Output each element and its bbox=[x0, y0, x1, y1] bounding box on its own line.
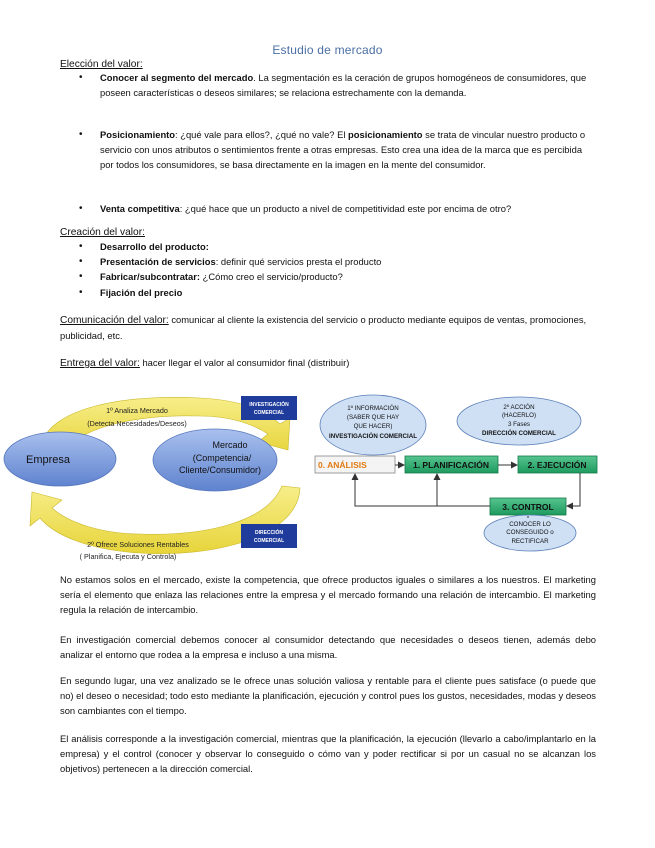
item-bold: Posicionamiento bbox=[100, 129, 176, 140]
eleccion-heading: Elección del valor: bbox=[60, 59, 143, 70]
eleccion-list-3 bbox=[100, 201, 590, 216]
arrow-ejecucion-control bbox=[567, 473, 580, 506]
list-item bbox=[100, 239, 590, 254]
item-text: : definir qué servicios presta el producto bbox=[215, 256, 382, 268]
mercado-label-3: Cliente/Consumidor) bbox=[178, 465, 262, 475]
info-1: 1º INFORMACIÓN bbox=[347, 405, 399, 412]
planificacion-label: 1. PLANIFICACIÓN bbox=[412, 460, 490, 470]
accion-1: 2º ACCIÓN bbox=[503, 404, 535, 411]
paragraph-1: No estamos solos en el mercado, existe la competencia, que ofrece productos iguales o similares a los nuestros. El marketing sería el elemento que enlaza las relaciones entre la empresa y el mercado formando una relación de intercambio. El marketing regula la relación de intercambio. bbox=[60, 574, 596, 616]
accion-4: DIRECCIÓN COMERCIAL bbox=[482, 430, 556, 437]
creacion-list bbox=[100, 239, 590, 300]
item-bold: Venta competitiva bbox=[100, 203, 180, 214]
eleccion-list-2 bbox=[100, 127, 590, 173]
list-item bbox=[100, 201, 590, 216]
item-bold: Presentación de servicios bbox=[100, 256, 216, 268]
page-title: Estudio de mercado bbox=[272, 43, 383, 57]
top-arrow-label: 1º Analiza Mercado bbox=[106, 406, 168, 415]
control-label: 3. CONTROL bbox=[502, 502, 554, 512]
direccion-box bbox=[241, 524, 297, 548]
info-2: (SABER QUE HAY bbox=[346, 414, 400, 421]
direccion-box-2: COMERCIAL bbox=[253, 538, 285, 544]
ejecucion-label: 2. EJECUCIÓN bbox=[527, 460, 587, 470]
conocer-2: CONSEGUIDO o bbox=[506, 529, 554, 536]
arrow-control-back bbox=[355, 474, 490, 506]
item-text: : ¿qué hace que un producto a nivel de competitividad este por encima de otro? bbox=[179, 203, 512, 214]
conocer-3: RECTIFICAR bbox=[511, 538, 549, 545]
investigacion-box-2: COMERCIAL bbox=[253, 410, 285, 416]
accion-2: (HACERLO) bbox=[501, 412, 537, 419]
paragraph-3: En segundo lugar, una vez analizado se le ofrece unas solución valiosa y rentable para el cliente pues satisface (o puede que no) el deseo o necesidad; todo esto mediante la planificación, ejecución y control pues los gustos, necesidades, modas y deseos son cambiantes con el tiempo. bbox=[60, 675, 596, 717]
mercado-label-2: (Competencia/ bbox=[192, 453, 252, 463]
item-bold: Fabricar/subcontratar: bbox=[100, 271, 201, 283]
item-text: : ¿qué vale para ellos?, ¿qué no vale? El bbox=[175, 129, 349, 140]
item-bold: Desarrollo del producto: bbox=[100, 241, 209, 252]
info-4: INVESTIGACIÓN COMERCIAL bbox=[328, 433, 418, 440]
entrega-paragraph bbox=[60, 355, 596, 371]
comunicacion-heading: Comunicación del valor: bbox=[60, 315, 169, 326]
bottom-arrow-label: 2º Ofrece Soluciones Rentables bbox=[87, 540, 189, 549]
analisis-label: 0. ANÁLISIS bbox=[318, 460, 367, 470]
bottom-arrow-sub: ( Planifica, Ejecuta y Controla) bbox=[79, 552, 177, 561]
marketing-diagram bbox=[0, 388, 655, 563]
section-creacion-heading bbox=[60, 226, 145, 240]
mercado-label-1: Mercado bbox=[212, 440, 248, 450]
diagram-svg bbox=[0, 388, 655, 563]
item-bold: Conocer al segmento del mercado bbox=[100, 72, 254, 83]
list-item bbox=[100, 127, 590, 173]
entrega-text: hacer llegar el valor al consumidor final (distribuir) bbox=[139, 357, 350, 368]
comunicacion-text: comunicar al cliente la existencia del servicio o producto mediante equipos de ventas, promociones, publicidad, etc. bbox=[60, 314, 587, 342]
item-text: . La segmentación es la ceración de grupos homogéneos de consumidores, que poseen características o deseos similares; se relaciona estrechamente con la demanda. bbox=[100, 72, 587, 99]
entrega-heading: Entrega del valor: bbox=[60, 358, 140, 369]
list-item bbox=[100, 70, 590, 100]
empresa-label: Empresa bbox=[25, 454, 71, 466]
comunicacion-paragraph bbox=[60, 312, 596, 343]
list-item bbox=[100, 254, 590, 269]
item-bold: Fijación del precio bbox=[100, 286, 183, 298]
direccion-box-1: DIRECCIÓN bbox=[254, 530, 284, 536]
investigacion-box-1: INVESTIGACIÓN bbox=[249, 402, 289, 408]
investigacion-box bbox=[241, 396, 297, 420]
accion-3: 3 Fases bbox=[507, 421, 531, 428]
item-text: ¿Cómo creo el servicio/producto? bbox=[200, 271, 343, 283]
paragraph-2: En investigación comercial debemos conocer al consumidor detectando que necesidades o deseos tienen, además debo analizar el entorno que rodea a la empresa e incluso a una misma. bbox=[60, 634, 596, 661]
item-bold-2: posicionamiento bbox=[348, 129, 423, 140]
paragraph-4: El análisis corresponde a la investigación comercial, mientras que la planificación, la ejecución (llevarlo a cabo/implantarlo en la empresa) y el control (conocer y observar lo conseguido o cómo van y poder rectificar si por un casual no se alcanzan los objetivos) pertenecen a la dirección comercial. bbox=[60, 733, 596, 775]
top-arrow-sub: (Detecta Necesidades/Deseos) bbox=[87, 419, 187, 428]
list-item bbox=[100, 269, 590, 284]
creacion-heading: Creación del valor: bbox=[60, 227, 145, 238]
list-item bbox=[100, 285, 590, 300]
info-3: QUE HACER) bbox=[353, 423, 393, 430]
eleccion-list bbox=[100, 70, 590, 100]
item-text-2: se trata de vincular nuestro producto o servicio con unos atributos o sentimientos frente a otras empresas. Esto crea una idea de la marca que es percibida por todos los consumidores, se basa directamente en la imagen en la mente del consumidor. bbox=[100, 129, 586, 171]
conocer-1: CONOCER LO bbox=[509, 521, 551, 528]
